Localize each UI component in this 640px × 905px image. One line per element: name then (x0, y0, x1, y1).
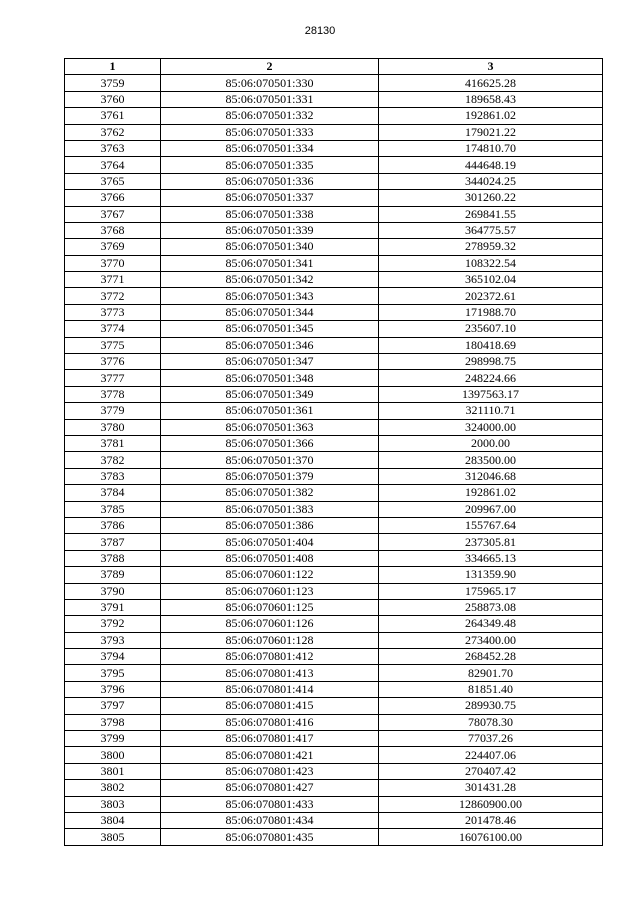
row-number-cell: 3797 (65, 698, 161, 714)
table-row (65, 75, 603, 91)
cadastral-number-cell: 85:06:070801:423 (161, 763, 379, 779)
table-row (65, 91, 603, 107)
cadastral-number-cell: 85:06:070501:386 (161, 517, 379, 533)
row-number-cell: 3761 (65, 108, 161, 124)
row-number-cell: 3773 (65, 304, 161, 320)
cadastral-number-cell: 85:06:070501:337 (161, 190, 379, 206)
value-cell: 82901.70 (379, 665, 603, 681)
row-number-cell: 3765 (65, 173, 161, 189)
row-number-cell: 3780 (65, 419, 161, 435)
cadastral-number-cell: 85:06:070801:434 (161, 812, 379, 828)
table-row (65, 288, 603, 304)
cadastral-number-cell: 85:06:070801:414 (161, 681, 379, 697)
table-row (65, 681, 603, 697)
cadastral-number-cell: 85:06:070801:421 (161, 747, 379, 763)
row-number-cell: 3795 (65, 665, 161, 681)
row-number-cell: 3782 (65, 452, 161, 468)
value-cell: 77037.26 (379, 731, 603, 747)
value-cell: 301260.22 (379, 190, 603, 206)
cadastral-number-cell: 85:06:070501:346 (161, 337, 379, 353)
cadastral-number-cell: 85:06:070501:379 (161, 468, 379, 484)
value-cell: 189658.43 (379, 91, 603, 107)
value-cell: 248224.66 (379, 370, 603, 386)
table-row (65, 206, 603, 222)
row-number-cell: 3791 (65, 599, 161, 615)
table-row (65, 731, 603, 747)
row-number-cell: 3772 (65, 288, 161, 304)
value-cell: 131359.90 (379, 567, 603, 583)
value-cell: 321110.71 (379, 403, 603, 419)
value-cell: 201478.46 (379, 812, 603, 828)
row-number-cell: 3774 (65, 321, 161, 337)
value-cell: 16076100.00 (379, 829, 603, 845)
table-row (65, 649, 603, 665)
row-number-cell: 3788 (65, 550, 161, 566)
cadastral-number-cell: 85:06:070501:331 (161, 91, 379, 107)
value-cell: 416625.28 (379, 75, 603, 91)
row-number-cell: 3793 (65, 632, 161, 648)
value-cell: 270407.42 (379, 763, 603, 779)
value-cell: 108322.54 (379, 255, 603, 271)
table-row (65, 255, 603, 271)
column-header-3: 3 (379, 59, 603, 75)
cadastral-number-cell: 85:06:070501:382 (161, 485, 379, 501)
value-cell: 224407.06 (379, 747, 603, 763)
row-number-cell: 3781 (65, 435, 161, 451)
row-number-cell: 3784 (65, 485, 161, 501)
column-header-1: 1 (65, 59, 161, 75)
table-row (65, 124, 603, 140)
value-cell: 268452.28 (379, 649, 603, 665)
table-row (65, 501, 603, 517)
cadastral-number-cell: 85:06:070501:340 (161, 239, 379, 255)
table-row (65, 222, 603, 238)
table-row (65, 665, 603, 681)
row-number-cell: 3775 (65, 337, 161, 353)
row-number-cell: 3796 (65, 681, 161, 697)
cadastral-number-cell: 85:06:070501:335 (161, 157, 379, 173)
table-row (65, 550, 603, 566)
table-row (65, 796, 603, 812)
row-number-cell: 3798 (65, 714, 161, 730)
row-number-cell: 3776 (65, 354, 161, 370)
table-row (65, 812, 603, 828)
table-row (65, 632, 603, 648)
row-number-cell: 3787 (65, 534, 161, 550)
row-number-cell: 3764 (65, 157, 161, 173)
table-row (65, 304, 603, 320)
value-cell: 298998.75 (379, 354, 603, 370)
page-number: 28130 (304, 25, 336, 37)
row-number-cell: 3762 (65, 124, 161, 140)
cadastral-number-cell: 85:06:070501:363 (161, 419, 379, 435)
column-header-2: 2 (161, 59, 379, 75)
value-cell: 174810.70 (379, 140, 603, 156)
value-cell: 289930.75 (379, 698, 603, 714)
row-number-cell: 3800 (65, 747, 161, 763)
cadastral-number-cell: 85:06:070801:417 (161, 731, 379, 747)
cadastral-number-cell: 85:06:070501:361 (161, 403, 379, 419)
row-number-cell: 3766 (65, 190, 161, 206)
cadastral-number-cell: 85:06:070801:433 (161, 796, 379, 812)
table-row (65, 747, 603, 763)
table-row (65, 337, 603, 353)
cadastral-number-cell: 85:06:070801:416 (161, 714, 379, 730)
table-row (65, 780, 603, 796)
value-cell: 171988.70 (379, 304, 603, 320)
value-cell: 12860900.00 (379, 796, 603, 812)
value-cell: 2000.00 (379, 435, 603, 451)
value-cell: 301431.28 (379, 780, 603, 796)
cadastral-number-cell: 85:06:070801:415 (161, 698, 379, 714)
row-number-cell: 3759 (65, 75, 161, 91)
table-row (65, 534, 603, 550)
cadastral-number-cell: 85:06:070501:348 (161, 370, 379, 386)
row-number-cell: 3792 (65, 616, 161, 632)
row-number-cell: 3778 (65, 386, 161, 402)
value-cell: 334665.13 (379, 550, 603, 566)
table-row (65, 468, 603, 484)
cadastral-number-cell: 85:06:070501:408 (161, 550, 379, 566)
cadastral-number-cell: 85:06:070501:404 (161, 534, 379, 550)
row-number-cell: 3799 (65, 731, 161, 747)
value-cell: 264349.48 (379, 616, 603, 632)
value-cell: 209967.00 (379, 501, 603, 517)
value-cell: 278959.32 (379, 239, 603, 255)
table-row (65, 190, 603, 206)
data-table (64, 58, 603, 846)
table-row (65, 386, 603, 402)
row-number-cell: 3760 (65, 91, 161, 107)
table-row (65, 714, 603, 730)
row-number-cell: 3803 (65, 796, 161, 812)
value-cell: 312046.68 (379, 468, 603, 484)
table-row (65, 517, 603, 533)
table-row (65, 403, 603, 419)
value-cell: 283500.00 (379, 452, 603, 468)
cadastral-number-cell: 85:06:070501:347 (161, 354, 379, 370)
value-cell: 179021.22 (379, 124, 603, 140)
value-cell: 192861.02 (379, 108, 603, 124)
row-number-cell: 3805 (65, 829, 161, 845)
table-row (65, 583, 603, 599)
row-number-cell: 3763 (65, 140, 161, 156)
table-row (65, 321, 603, 337)
row-number-cell: 3777 (65, 370, 161, 386)
value-cell: 235607.10 (379, 321, 603, 337)
cadastral-number-cell: 85:06:070501:345 (161, 321, 379, 337)
cadastral-number-cell: 85:06:070501:349 (161, 386, 379, 402)
row-number-cell: 3770 (65, 255, 161, 271)
row-number-cell: 3768 (65, 222, 161, 238)
table-row (65, 173, 603, 189)
table-row (65, 616, 603, 632)
table-row (65, 354, 603, 370)
value-cell: 202372.61 (379, 288, 603, 304)
table-row (65, 157, 603, 173)
value-cell: 344024.25 (379, 173, 603, 189)
row-number-cell: 3783 (65, 468, 161, 484)
table-row (65, 108, 603, 124)
value-cell: 273400.00 (379, 632, 603, 648)
cadastral-number-cell: 85:06:070501:333 (161, 124, 379, 140)
value-cell: 364775.57 (379, 222, 603, 238)
cadastral-number-cell: 85:06:070501:342 (161, 272, 379, 288)
row-number-cell: 3804 (65, 812, 161, 828)
table-row (65, 452, 603, 468)
row-number-cell: 3779 (65, 403, 161, 419)
cadastral-number-cell: 85:06:070501:332 (161, 108, 379, 124)
cadastral-number-cell: 85:06:070801:427 (161, 780, 379, 796)
table-row (65, 239, 603, 255)
cadastral-number-cell: 85:06:070501:344 (161, 304, 379, 320)
row-number-cell: 3790 (65, 583, 161, 599)
table-row (65, 567, 603, 583)
value-cell: 324000.00 (379, 419, 603, 435)
cadastral-number-cell: 85:06:070501:336 (161, 173, 379, 189)
table-row (65, 763, 603, 779)
row-number-cell: 3767 (65, 206, 161, 222)
value-cell: 78078.30 (379, 714, 603, 730)
cadastral-number-cell: 85:06:070501:370 (161, 452, 379, 468)
cadastral-number-cell: 85:06:070501:330 (161, 75, 379, 91)
row-number-cell: 3801 (65, 763, 161, 779)
table-row (65, 698, 603, 714)
value-cell: 192861.02 (379, 485, 603, 501)
cadastral-number-cell: 85:06:070601:122 (161, 567, 379, 583)
cadastral-number-cell: 85:06:070501:334 (161, 140, 379, 156)
cadastral-number-cell: 85:06:070601:125 (161, 599, 379, 615)
table-row (65, 435, 603, 451)
value-cell: 258873.08 (379, 599, 603, 615)
table-row (65, 419, 603, 435)
row-number-cell: 3789 (65, 567, 161, 583)
table-row (65, 140, 603, 156)
cadastral-number-cell: 85:06:070601:126 (161, 616, 379, 632)
table-row (65, 370, 603, 386)
row-number-cell: 3786 (65, 517, 161, 533)
table-row (65, 272, 603, 288)
table-row (65, 599, 603, 615)
value-cell: 237305.81 (379, 534, 603, 550)
value-cell: 444648.19 (379, 157, 603, 173)
value-cell: 180418.69 (379, 337, 603, 353)
cadastral-number-cell: 85:06:070801:435 (161, 829, 379, 845)
value-cell: 155767.64 (379, 517, 603, 533)
cadastral-number-cell: 85:06:070501:339 (161, 222, 379, 238)
value-cell: 365102.04 (379, 272, 603, 288)
table-header-row (65, 59, 603, 75)
table-row (65, 485, 603, 501)
row-number-cell: 3794 (65, 649, 161, 665)
row-number-cell: 3771 (65, 272, 161, 288)
row-number-cell: 3769 (65, 239, 161, 255)
cadastral-number-cell: 85:06:070501:383 (161, 501, 379, 517)
row-number-cell: 3802 (65, 780, 161, 796)
cadastral-number-cell: 85:06:070501:338 (161, 206, 379, 222)
value-cell: 175965.17 (379, 583, 603, 599)
table-row (65, 829, 603, 845)
cadastral-number-cell: 85:06:070601:128 (161, 632, 379, 648)
value-cell: 1397563.17 (379, 386, 603, 402)
cadastral-number-cell: 85:06:070501:341 (161, 255, 379, 271)
value-cell: 269841.55 (379, 206, 603, 222)
value-cell: 81851.40 (379, 681, 603, 697)
table-body (65, 75, 603, 845)
row-number-cell: 3785 (65, 501, 161, 517)
cadastral-number-cell: 85:06:070501:366 (161, 435, 379, 451)
cadastral-number-cell: 85:06:070601:123 (161, 583, 379, 599)
cadastral-number-cell: 85:06:070501:343 (161, 288, 379, 304)
cadastral-number-cell: 85:06:070801:413 (161, 665, 379, 681)
cadastral-number-cell: 85:06:070801:412 (161, 649, 379, 665)
